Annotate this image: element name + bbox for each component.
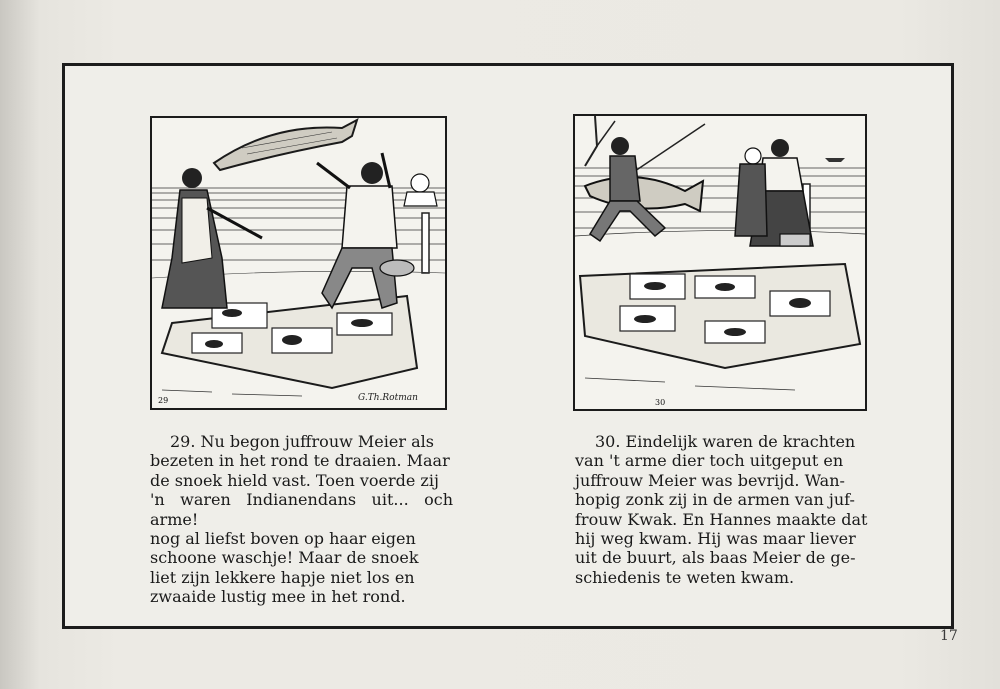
- caption-line: hij weg kwam. Hij was maar liever: [575, 529, 856, 549]
- caption-line: 29. Nu begon juffrouw Meier als: [170, 432, 434, 451]
- caption-line: van 't arme dier toch uitgeput en: [575, 451, 844, 471]
- caption-line: 30. Eindelijk waren de krachten: [595, 432, 856, 451]
- comic-illustration-30: [575, 116, 865, 409]
- caption-line: nog al liefst boven op haar eigen: [150, 529, 416, 549]
- caption-line: frouw Kwak. En Hannes maakte dat: [575, 509, 868, 529]
- panel-number-29: 29: [158, 396, 169, 405]
- caption-line: juffrouw Meier was bevrijd. Wan-: [575, 470, 845, 490]
- artist-signature: G.Th.Rotman: [358, 393, 418, 403]
- caption-line: zwaaide lustig mee in het rond.: [150, 587, 406, 607]
- caption-30: [575, 432, 871, 587]
- caption-line: hopig zonk zij in de armen van juf-: [575, 490, 855, 510]
- page-number: 17: [940, 628, 958, 644]
- illustration-panel-29: [150, 116, 447, 410]
- caption-line: bezeten in het rond te draaien. Maar: [150, 451, 450, 471]
- caption-line: uit de buurt, als baas Meier de ge-: [575, 548, 856, 568]
- caption-29: [150, 432, 453, 607]
- caption-line: 'n waren Indianendans uit... och arme!: [150, 490, 453, 529]
- caption-line: liet zijn lekkere hapje niet los en: [150, 567, 415, 587]
- caption-line: schoone waschje! Maar de snoek: [150, 548, 419, 568]
- panel-number-30: 30: [655, 398, 666, 407]
- illustration-panel-30: [573, 114, 867, 411]
- caption-line: schiedenis te weten kwam.: [575, 567, 795, 587]
- caption-line: de snoek hield vast. Toen voerde zij: [150, 470, 439, 490]
- comic-illustration-29: [152, 118, 445, 408]
